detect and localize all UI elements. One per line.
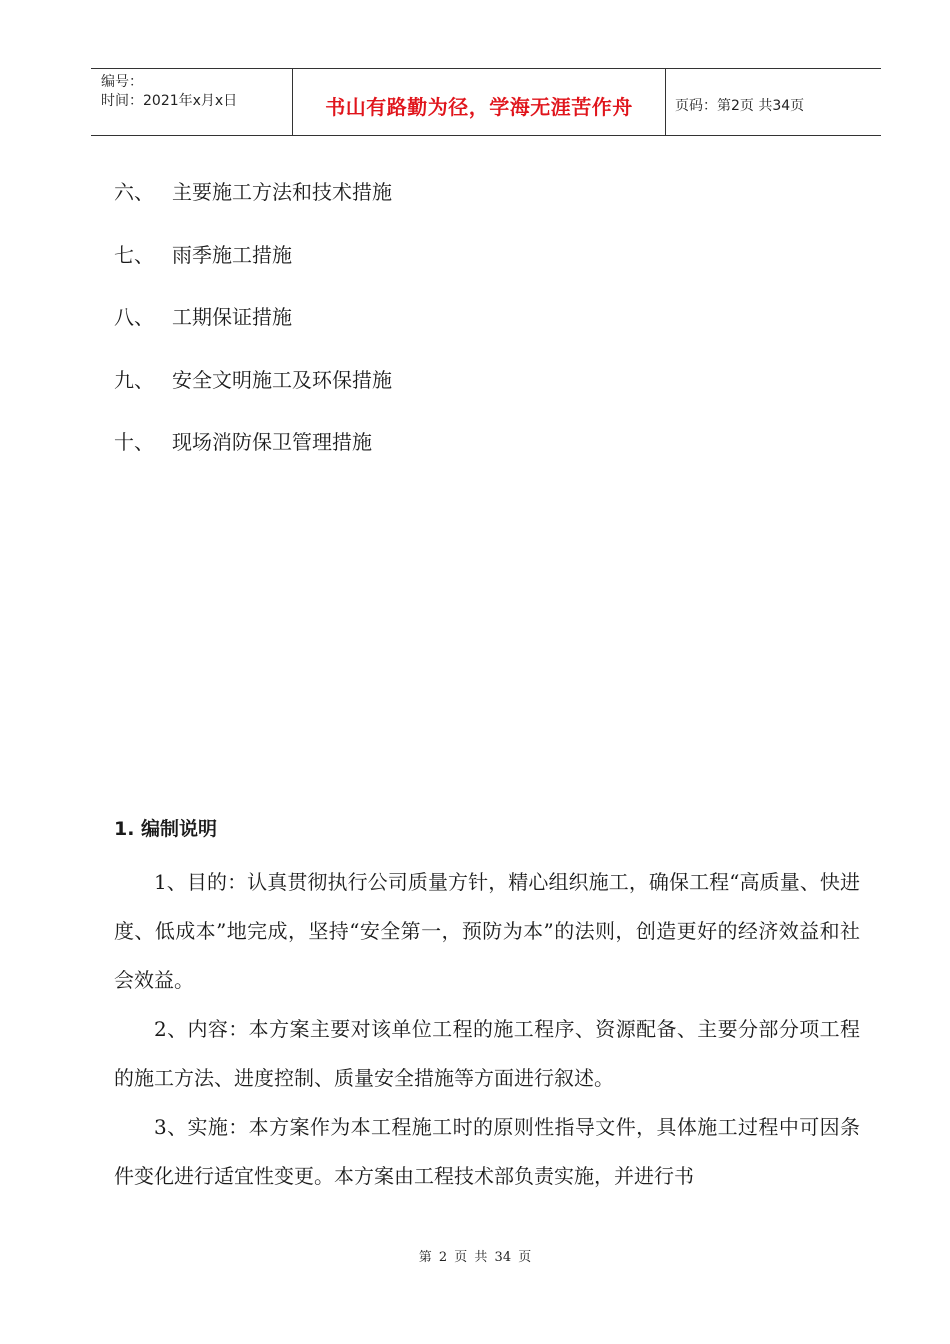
toc-item <box>114 177 392 240</box>
toc-number: 九、 <box>114 367 154 392</box>
header-page-info: 页码：第2页 共34页 <box>675 98 805 114</box>
toc-item <box>114 240 392 303</box>
toc-number: 六、 <box>114 180 154 204</box>
paragraph-content: 2、内容：本方案主要对该单位工程的施工程序、资源配备、主要分部分项工程的施工方法、进度控制、质量安全措施等方面进行叙述。 <box>114 1017 860 1090</box>
date-line: 时间：2021年x月x日 <box>101 93 238 109</box>
code-label: 编号： <box>101 74 143 90</box>
table-of-contents <box>114 177 392 490</box>
header-motto: 书山有路勤为径，学海无涯苦作舟 <box>325 95 633 119</box>
toc-number: 八、 <box>114 305 154 329</box>
toc-number: 七、 <box>114 242 154 267</box>
toc-number: 十、 <box>114 430 154 454</box>
toc-text: 工期保证措施 <box>172 305 292 329</box>
toc-text: 现场消防保卫管理措施 <box>172 430 372 454</box>
toc-item <box>114 302 392 365</box>
paragraph-purpose: 1、目的：认真贯彻执行公司质量方针，精心组织施工，确保工程“高质量、快进度、低成本”地完成，坚持“安全第一，预防为本”的法则，创造更好的经济效益和社会效益。 <box>114 870 860 992</box>
toc-text: 雨季施工措施 <box>172 242 292 267</box>
header-divider-2 <box>665 69 666 135</box>
toc-text: 安全文明施工及环保措施 <box>172 367 392 392</box>
toc-item <box>114 365 392 428</box>
section-body <box>114 858 860 1201</box>
section-heading: 1. 编制说明 <box>114 818 218 840</box>
header-meta <box>101 73 237 111</box>
toc-text: 主要施工方法和技术措施 <box>172 180 392 204</box>
page-footer: 第 2 页 共 34 页 <box>418 1250 532 1265</box>
paragraph-implementation: 3、实施：本方案作为本工程施工时的原则性指导文件，具体施工过程中可因条件变化进行适宜性变更。本方案由工程技术部负责实施，并进行书 <box>114 1115 860 1188</box>
page-header <box>91 68 881 136</box>
toc-item <box>114 427 392 490</box>
